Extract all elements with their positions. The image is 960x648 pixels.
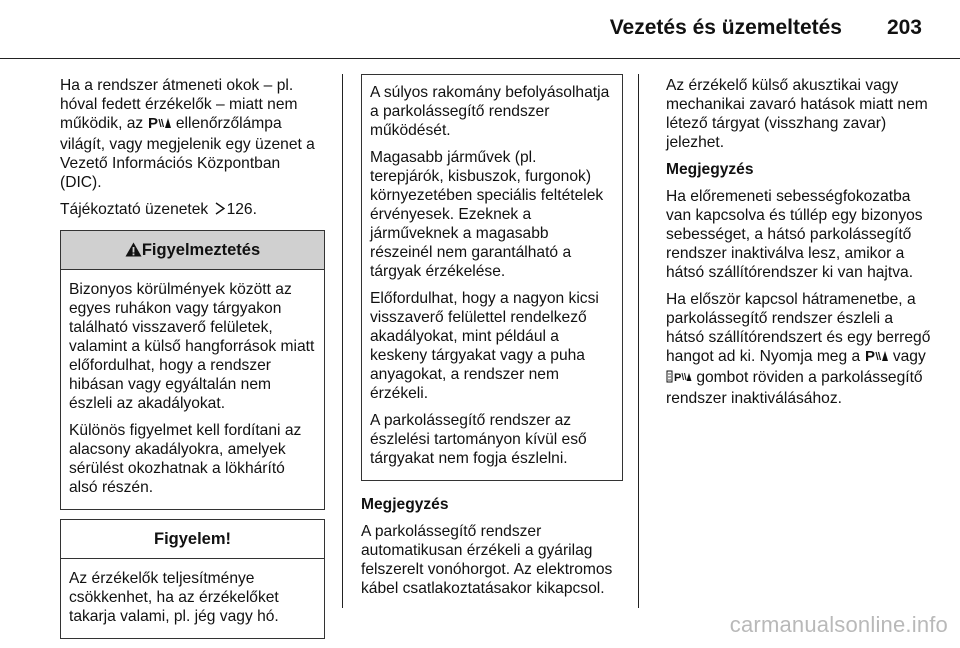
rear-parking-icon — [666, 369, 692, 389]
note-title-middle: Megjegyzés — [361, 496, 449, 513]
page-number: 203 — [886, 16, 922, 39]
warning-title: Figyelmeztetés — [141, 241, 261, 259]
column-right — [666, 76, 934, 416]
column-middle — [361, 76, 623, 606]
svg-text:P: P — [147, 115, 158, 130]
caution-text: Az érzékelők teljesítménye csökkenhet, ha az érzékelőket takarja valami, pl. jég vagy hó. — [69, 570, 279, 625]
column-divider-right — [638, 74, 639, 608]
info-text-3: Előfordulhat, hogy a nagyon kicsi visszaverő felülettel rendelkező akadályokat, mint például a keskeny tárgyakat vagy a puha anyagokat, a rendszer nem érzékeli. — [370, 290, 599, 402]
reference-arrow-icon — [215, 201, 225, 220]
note-text-middle: A parkolássegítő rendszer automatikusan érzékeli a gyárilag felszerelt vonóhorgot. Az elektromos kábel csatlakoztatásakor kikapcsol. — [361, 523, 613, 597]
column-left — [60, 76, 325, 648]
note-title-right: Megjegyzés — [666, 161, 754, 178]
warning-box-header — [61, 231, 324, 270]
paragraph-info-messages: Tájékoztató üzenetek 126. — [60, 201, 257, 218]
info-box — [361, 74, 623, 481]
parking-assist-icon — [865, 348, 889, 368]
warning-text-1: Bizonyos körülmények között az egyes ruhákon vagy tárgyakon található visszaverő felületek, valamint a külső hangforrások miatt előfordulhat, hogy a rendszer hibásan vagy egyáltalán nem észleli az akadályokat. — [69, 281, 315, 412]
paragraph-rear-carrier: Ha először kapcsol hátramenetbe, a parkolássegítő rendszer észleli a hátsó szállítórendszert és egy berregő hangot ad ki. Nyomja meg a P vagy P gombot röviden a parkolássegítő rendszer inaktiválásához. — [666, 291, 931, 407]
svg-text:P: P — [674, 372, 682, 384]
note-text-right: Ha előremeneti sebességfokozatba van kapcsolva és túllép egy bizonyos sebességet, a hátsó parkolássegítő rendszer inaktiválva lesz, amikor a hátsó szállítórendszer ki van hajtva. — [666, 188, 923, 281]
warning-box — [60, 230, 325, 510]
warning-triangle-icon — [125, 233, 142, 271]
svg-text:P: P — [864, 348, 875, 363]
watermark-text: carmanualsonline.info — [729, 612, 948, 637]
info-text-1: A súlyos rakomány befolyásolhatja a parkolássegítő rendszer működését. — [370, 84, 610, 139]
paragraph-echo-interference: Az érzékelő külső akusztikai vagy mechanikai zavaró hatások miatt nem létező tárgyat (visszhang zavar) jelezhet. — [666, 77, 928, 151]
info-text-4: A parkolássegítő rendszer az észlelési tartományon kívül eső tárgyakat nem fogja észlelni. — [370, 412, 587, 467]
paragraph-system-unavailable: Ha a rendszer átmeneti okok – pl. hóval fedett érzékelők – miatt nem működik, az P ellenőrzőlámpa világít, vagy megjelenik egy üzenet a Vezető Információs Központban (DIC). — [60, 77, 315, 191]
info-text-2: Magasabb járművek (pl. terepjárók, kisbuszok, furgonok) környezetében speciális feltételek érvényesek. Ezeknek a járműveknek a magasabb részeinél nem garantálható a tárgyak érzékelése. — [370, 149, 604, 280]
caution-title: Figyelem! — [61, 520, 324, 559]
warning-text-2: Különös figyelmet kell fordítani az alacsony akadályokra, amelyek sérülést okozhatnak a lökhárító alsó részén. — [69, 422, 302, 496]
header-rule — [0, 58, 960, 59]
page-header-title: Vezetés és üzemeltetés — [609, 16, 842, 39]
reference-page-link[interactable]: 126. — [226, 201, 257, 218]
column-divider-left — [342, 74, 343, 608]
parking-assist-icon — [148, 115, 172, 135]
caution-box — [60, 519, 325, 639]
